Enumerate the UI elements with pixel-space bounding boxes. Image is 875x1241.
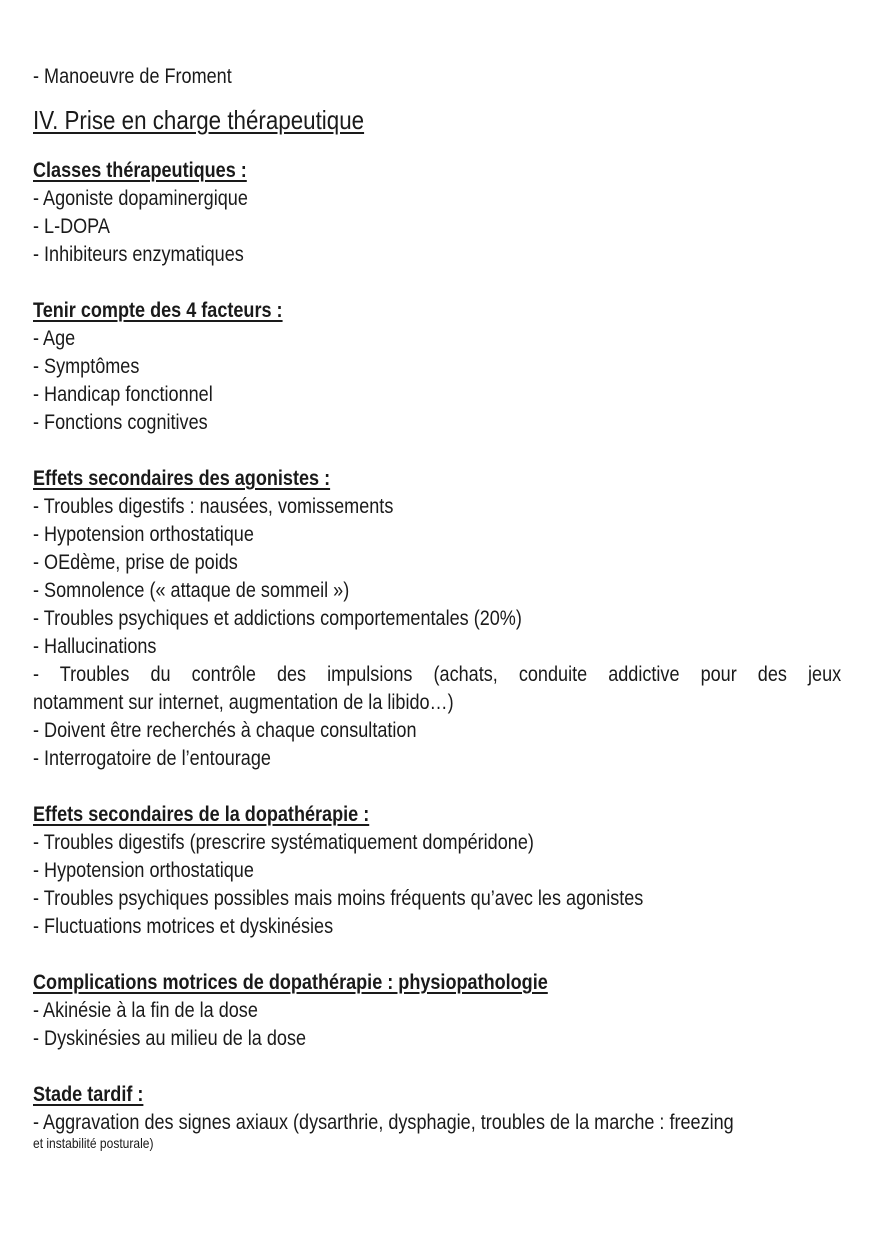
list-item: - Agoniste dopaminergique xyxy=(33,187,248,210)
list-item: - Symptômes xyxy=(33,355,140,378)
list-item: - Troubles digestifs : nausées, vomissements xyxy=(33,495,394,518)
list-item: - Troubles psychiques possibles mais moins fréquents qu’avec les agonistes xyxy=(33,887,644,910)
section-effets-agonistes xyxy=(33,465,841,773)
list-item: - Dyskinésies au milieu de la dose xyxy=(33,1027,307,1050)
list-item: - Fluctuations motrices et dyskinésies xyxy=(33,915,334,938)
section-effets-dopatherapie xyxy=(33,801,841,941)
section-heading-stade-tardif: Stade tardif : xyxy=(33,1083,144,1106)
section-classes-therapeutiques xyxy=(33,157,841,269)
section-complications-motrices xyxy=(33,969,841,1053)
list-item-impulsions-line2: notamment sur internet, augmentation de la libido…) xyxy=(33,691,454,714)
section-heading-dopatherapie: Effets secondaires de la dopathérapie : xyxy=(33,803,370,826)
main-heading: IV. Prise en charge thérapeutique xyxy=(33,105,365,135)
list-item: - Interrogatoire de l’entourage xyxy=(33,747,271,770)
list-item: - Hypotension orthostatique xyxy=(33,859,254,882)
list-item: - Age xyxy=(33,327,76,350)
list-item: - Hypotension orthostatique xyxy=(33,523,254,546)
list-item: - Somnolence (« attaque de sommeil ») xyxy=(33,579,350,602)
list-item: - Hallucinations xyxy=(33,635,157,658)
section-heading-complications: Complications motrices de dopathérapie : physiopathologie xyxy=(33,971,548,994)
list-item: - Handicap fonctionnel xyxy=(33,383,213,406)
list-item: - Akinésie à la fin de la dose xyxy=(33,999,258,1022)
section-facteurs xyxy=(33,297,841,437)
list-item: - Doivent être recherchés à chaque consultation xyxy=(33,719,417,742)
list-item: - Troubles psychiques et addictions comportementales (20%) xyxy=(33,607,522,630)
section-heading-facteurs: Tenir compte des 4 facteurs : xyxy=(33,299,283,322)
document-page xyxy=(33,63,841,1179)
list-item: - L-DOPA xyxy=(33,215,110,238)
list-item-impulsions-line1: - Troubles du contrôle des impulsions (achats, conduite addictive pour des jeux xyxy=(33,663,842,686)
list-item: - OEdème, prise de poids xyxy=(33,551,238,574)
section-heading-agonistes: Effets secondaires des agonistes : xyxy=(33,467,331,490)
list-item-aggravation-continued: et instabilité posturale) xyxy=(33,1135,154,1151)
section-heading-classes: Classes thérapeutiques : xyxy=(33,159,247,182)
list-item-aggravation: - Aggravation des signes axiaux (dysarthrie, dysphagie, troubles de la marche : freezing xyxy=(33,1111,734,1134)
list-item-impulsions xyxy=(33,661,841,717)
section-stade-tardif xyxy=(33,1081,841,1151)
list-item-manoeuvre-froment: - Manoeuvre de Froment xyxy=(33,65,232,88)
list-item: - Troubles digestifs (prescrire systématiquement dompéridone) xyxy=(33,831,534,854)
list-item: - Inhibiteurs enzymatiques xyxy=(33,243,244,266)
list-item: - Fonctions cognitives xyxy=(33,411,208,434)
